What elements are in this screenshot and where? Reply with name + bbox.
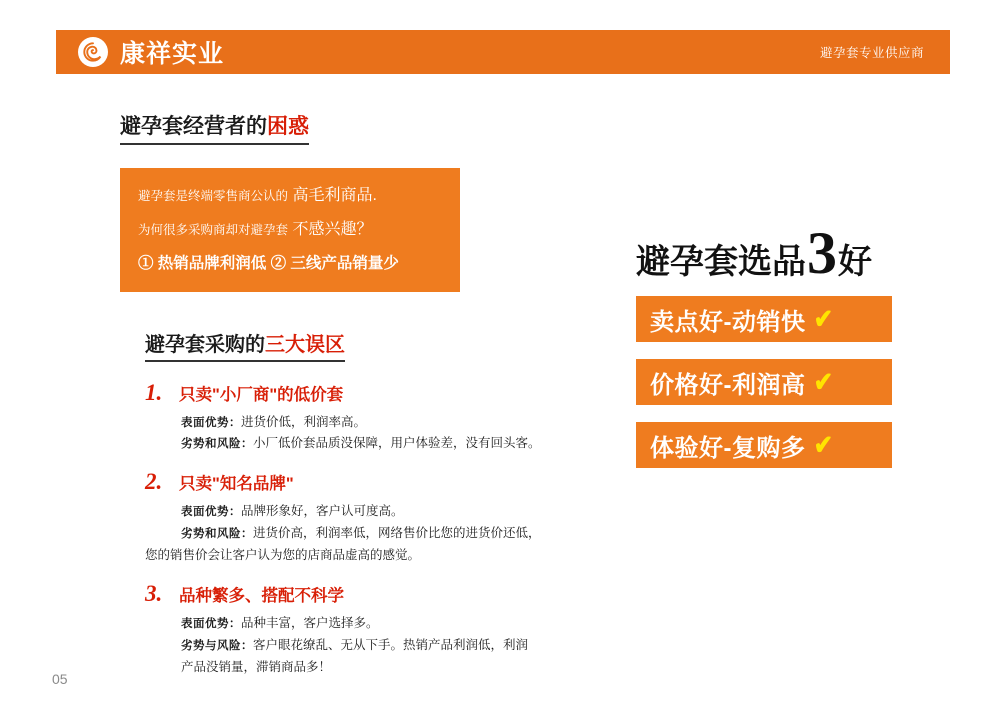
check-icon: ✔	[813, 366, 833, 397]
benefit-label: 体验好-复购多	[650, 434, 806, 462]
note-row	[181, 613, 590, 635]
right-heading	[636, 220, 936, 286]
benefit-card-3	[636, 422, 892, 468]
mistake-number: 1.	[145, 379, 163, 405]
note-row	[145, 545, 590, 567]
note-text: 客户眼花缭乱、无从下手。热销产品利润低，利润	[253, 637, 529, 652]
note-text: 您的销售价会让客户认为您的店商品虚高的感觉。	[145, 548, 421, 563]
mistake-title: 只卖"小厂商"的低价套	[179, 385, 344, 404]
header-bar	[56, 30, 950, 74]
note-label: 劣势与风险：	[181, 639, 253, 652]
note-text: 小厂低价套品质没保障，用户体验差，没有回头客。	[253, 436, 541, 451]
check-icon: ✔	[813, 429, 833, 460]
note-row	[181, 433, 590, 455]
mistake-number: 3.	[145, 580, 163, 606]
highlight-line-2	[138, 218, 442, 243]
brand-name: 康祥实业	[120, 40, 225, 68]
note-text: 品牌形象好，客户认可度高。	[241, 504, 404, 519]
check-icon: ✔	[813, 303, 833, 334]
note-row	[181, 635, 590, 657]
left-column	[120, 110, 590, 693]
mistake-head	[145, 380, 590, 406]
header-tagline: 避孕套专业供应商	[819, 46, 924, 60]
subsection	[145, 328, 590, 679]
mistake-list	[145, 380, 590, 679]
right-heading-post: 好	[838, 243, 872, 281]
page-title-accent: 困惑	[267, 115, 309, 138]
note-label: 表面优势：	[181, 416, 241, 429]
right-heading-pre: 避孕套选品	[636, 243, 806, 281]
subsection-title-accent: 三大误区	[265, 333, 345, 356]
note-label: 表面优势：	[181, 506, 241, 519]
note-text: 品种丰富，客户选择多。	[241, 615, 379, 630]
note-label: 表面优势：	[181, 617, 241, 630]
note-row	[181, 523, 590, 545]
highlight-line-1-large: 高毛利商品.	[292, 187, 377, 204]
note-row	[181, 657, 590, 679]
benefit-card-1	[636, 296, 892, 342]
benefit-label: 价格好-利润高	[650, 371, 806, 399]
page-title	[120, 110, 309, 145]
mistake-body	[181, 412, 590, 456]
mistake-body	[181, 613, 590, 679]
note-text: 产品没销量，滞销商品多！	[181, 659, 332, 674]
benefit-label: 卖点好-动销快	[650, 308, 806, 336]
page-title-plain: 避孕套经营者的	[120, 115, 267, 138]
note-row	[181, 501, 590, 523]
list-item	[145, 380, 590, 456]
mistake-head	[145, 581, 590, 607]
list-item	[145, 469, 590, 567]
highlight-line-1	[138, 184, 442, 209]
highlight-line-1-small: 避孕套是终端零售商公认的	[138, 189, 289, 203]
mistake-body	[145, 501, 590, 567]
subsection-title	[145, 328, 345, 362]
mistake-number: 2.	[145, 469, 163, 495]
right-column	[636, 220, 936, 468]
page-number: 05	[52, 671, 68, 687]
subsection-title-plain: 避孕套采购的	[145, 333, 265, 356]
spiral-logo-icon	[78, 37, 108, 67]
highlight-line-2-small: 为何很多采购商却对避孕套	[138, 222, 289, 237]
note-label: 劣势和风险：	[181, 438, 253, 451]
mistake-title: 只卖"知名品牌"	[179, 475, 294, 494]
benefit-card-2	[636, 359, 892, 405]
mistake-title: 品种繁多、搭配不科学	[179, 586, 344, 605]
note-text: 进货价低，利润率高。	[241, 414, 367, 429]
highlight-line-2-large: 不感兴趣？	[292, 220, 373, 238]
list-item	[145, 581, 590, 679]
right-heading-number: 3	[807, 220, 837, 286]
highlight-box	[120, 168, 460, 292]
note-text: 进货价高，利润率低，网络售价比您的进货价还低，	[253, 526, 541, 541]
note-label: 劣势和风险：	[181, 528, 253, 541]
highlight-line-3: ① 热销品牌利润低 ② 三线产品销量少	[138, 254, 399, 272]
mistake-head	[145, 469, 590, 495]
note-row	[181, 412, 590, 434]
